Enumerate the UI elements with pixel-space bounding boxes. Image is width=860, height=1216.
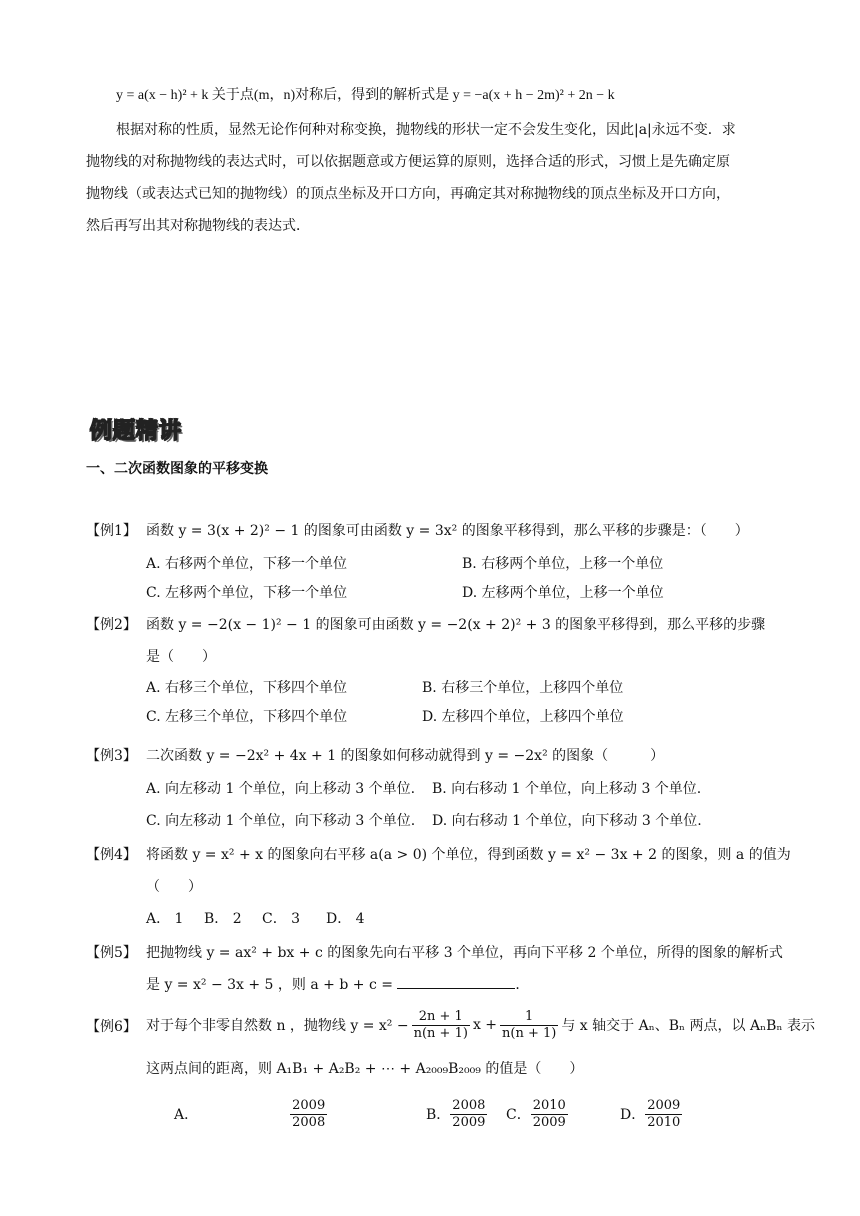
example-6-option-d (620, 1094, 682, 1134)
example-6-option-b-numerator: 2008 (452, 1097, 486, 1113)
example-2-question-line-1: 函数 y = −2(x − 1)² − 1 的图象可由函数 y = −2(x + 2)² + 3 的图象平移得到，那么平移的步骤 (146, 617, 766, 633)
example-6-text-a: 对于每个非零自然数 n ，抛物线 y = x² − (146, 1018, 409, 1034)
example-1-option-c: C. 左移两个单位，下移一个单位 (146, 585, 348, 601)
example-6-option-d-numerator: 2009 (647, 1097, 681, 1113)
intro-para-line-2: 抛物线的对称抛物线的表达式时，可以依据题意或方便运算的原则，选择合适的形式，习惯上是先确定原 (86, 154, 730, 170)
example-5-question-line-1: 把抛物线 y = ax² + bx + c 的图象先向右平移 3 个单位，再向下平移 2 个单位，所得的图象的解析式 (146, 945, 783, 961)
example-1-option-b: B. 右移两个单位，上移一个单位 (462, 556, 664, 572)
example-5-label: 【例5】 (86, 945, 137, 961)
example-4-option-a: A． 1 (146, 911, 184, 927)
example-6-option-b-denominator: 2009 (452, 1114, 486, 1130)
example-2-option-b: B. 右移三个单位，上移四个单位 (422, 680, 624, 696)
example-6-fraction-1-denominator: n(n + 1) (413, 1025, 468, 1041)
example-6-option-c-fraction (531, 1098, 568, 1131)
example-6-option-a-denominator: 2008 (292, 1114, 326, 1130)
intro-para-line-3: 抛物线（或表达式已知的抛物线）的顶点坐标及开口方向，再确定其对称抛物线的顶点坐标及开口方向， (86, 186, 730, 202)
example-5-answer-blank[interactable] (397, 974, 515, 989)
example-6-question-line-1 (146, 1002, 815, 1048)
example-6-fraction-2-numerator: 1 (500, 1009, 558, 1026)
example-5-question-text: 是 y = x² − 3x + 5 ，则 a + b + c = (146, 977, 393, 993)
example-6-text-b: x + (472, 1017, 498, 1033)
example-2-label: 【例2】 (86, 617, 137, 633)
example-4-option-c: C． 3 (262, 911, 301, 927)
example-6-option-a-fraction (290, 1098, 327, 1131)
example-4-option-d: D． 4 (326, 911, 365, 927)
example-2-option-c: C. 左移三个单位，下移四个单位 (146, 709, 348, 725)
example-6-option-a-letter: A． (174, 1107, 199, 1123)
example-2-option-a: A. 右移三个单位，下移四个单位 (146, 680, 348, 696)
example-6-option-b (426, 1094, 487, 1134)
example-6-option-c-letter: C． (506, 1107, 531, 1123)
example-6-fraction-2 (500, 1009, 558, 1042)
example-6-option-c (506, 1094, 568, 1134)
example-6-option-b-fraction (450, 1098, 487, 1131)
example-6-option-a-numerator: 2009 (292, 1097, 326, 1113)
example-1-label: 【例1】 (86, 523, 137, 539)
example-4-option-b: B． 2 (204, 911, 242, 927)
intro-para-line-4: 然后再写出其对称抛物线的表达式． (86, 218, 310, 234)
example-1-option-d: D. 左移两个单位，上移一个单位 (462, 585, 664, 601)
example-3-question: 二次函数 y = −2x² + 4x + 1 的图象如何移动就得到 y = −2x² 的图象（ ） (146, 748, 665, 764)
example-2-question-line-2: 是（ ） (146, 649, 216, 665)
example-3-option-a: A. 向左移动 1 个单位，向上移动 3 个单位. (146, 781, 416, 797)
example-6-option-d-fraction (645, 1098, 682, 1131)
example-6-label: 【例6】 (86, 1019, 137, 1035)
example-6-fraction-1-numerator: 2n + 1 (412, 1009, 470, 1026)
example-1-question: 函数 y = 3(x + 2)² − 1 的图象可由函数 y = 3x² 的图象平移得到，那么平移的步骤是：（ ） (146, 523, 749, 539)
example-3-option-d: D. 向右移动 1 个单位，向下移动 3 个单位. (432, 813, 702, 829)
example-5-question-line-2: 是 y = x² − 3x + 5 ，则 a + b + c = ． (146, 974, 529, 994)
example-4-question-line-1: 将函数 y = x² + x 的图象向右平移 a(a > 0) 个单位，得到函数 y = x² − 3x + 2 的图象，则 a 的值为 (146, 847, 791, 863)
example-6-option-c-numerator: 2010 (532, 1097, 566, 1113)
example-3-label: 【例3】 (86, 748, 137, 764)
example-6-option-a (174, 1094, 327, 1134)
example-6-fraction-2-denominator: n(n + 1) (502, 1025, 557, 1041)
intro-para-line-1: 根据对称的性质，显然无论作何种对称变换，抛物线的形状一定不会发生变化，因此|a|永远不变．求 (116, 122, 736, 138)
section-heading-badge: 例题精讲 (90, 419, 183, 444)
example-2-option-d: D. 左移四个单位，上移四个单位 (422, 709, 624, 725)
example-6-question-line-2: 这两点间的距离，则 A₁B₁ + A₂B₂ + ⋯ + A₂₀₀₉B₂₀₀₉ 的值是（ ） (146, 1061, 584, 1077)
example-4-question-line-2: （ ） (146, 879, 202, 895)
example-3-option-c: C. 向左移动 1 个单位，向下移动 3 个单位. (146, 813, 416, 829)
example-3-option-b: B. 向右移动 1 个单位，向上移动 3 个单位. (432, 781, 702, 797)
example-6-option-b-letter: B． (426, 1107, 451, 1123)
section-title: 一、二次函数图象的平移变换 (86, 461, 268, 477)
intro-formula-line: y = a(x − h)² + k 关于点(m，n)对称后，得到的解析式是 y = −a(x + h − 2m)² + 2n − k (116, 88, 615, 103)
example-6-fraction-1 (412, 1009, 470, 1042)
example-6-option-d-letter: D． (620, 1107, 646, 1123)
example-6-option-c-denominator: 2009 (532, 1114, 566, 1130)
example-1-option-a: A. 右移两个单位，下移一个单位 (146, 556, 348, 572)
example-6-option-d-denominator: 2010 (647, 1114, 681, 1130)
example-4-label: 【例4】 (86, 847, 137, 863)
example-6-text-c: 与 x 轴交于 Aₙ、Bₙ 两点，以 AₙBₙ 表示 (561, 1018, 815, 1034)
